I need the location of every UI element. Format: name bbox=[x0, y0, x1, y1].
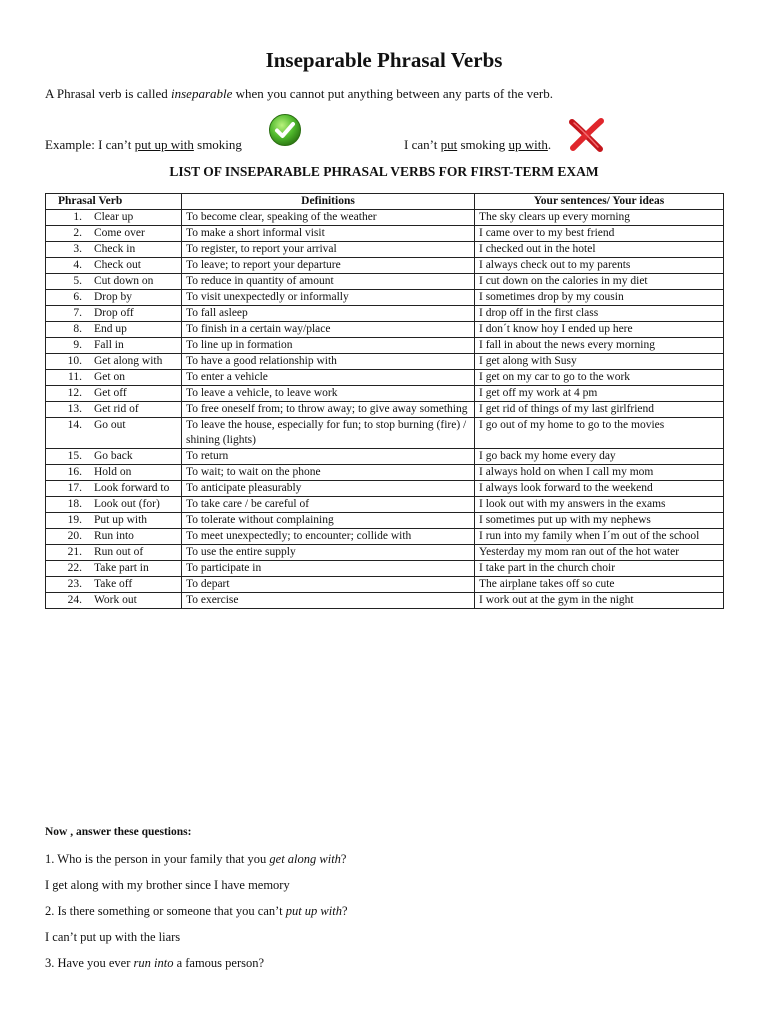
row-number: 17. bbox=[67, 482, 82, 494]
definition-cell: To exercise bbox=[182, 593, 475, 609]
table-row bbox=[46, 545, 724, 561]
sentence-cell: I sometimes drop by my cousin bbox=[475, 290, 724, 306]
table-row bbox=[46, 274, 724, 290]
row-number: 22. bbox=[67, 562, 82, 574]
definition-cell: To depart bbox=[182, 577, 475, 593]
row-number: 13. bbox=[67, 403, 82, 415]
phrasal-verb-cell bbox=[46, 402, 182, 418]
sentence-cell: I checked out in the hotel bbox=[475, 242, 724, 258]
phrasal-verb-cell bbox=[46, 481, 182, 497]
row-number: 5. bbox=[73, 275, 82, 287]
phrasal-verb: Run into bbox=[94, 530, 134, 542]
row-number: 12. bbox=[67, 387, 82, 399]
row-number: 10. bbox=[67, 355, 82, 367]
table-row bbox=[46, 402, 724, 418]
header-phrasal-verb: Phrasal Verb bbox=[46, 194, 182, 210]
phrasal-verb-cell bbox=[46, 274, 182, 290]
phrasal-verb: Take part in bbox=[94, 562, 149, 574]
phrasal-verb-cell bbox=[46, 306, 182, 322]
phrasal-verb: Go back bbox=[94, 450, 133, 462]
phrasal-verb: Put up with bbox=[94, 514, 148, 526]
sentence-cell: Yesterday my mom ran out of the hot water bbox=[475, 545, 724, 561]
table-row bbox=[46, 226, 724, 242]
phrasal-verb: Get off bbox=[94, 387, 127, 399]
sentence-cell: The airplane takes off so cute bbox=[475, 577, 724, 593]
phrasal-verb-cell bbox=[46, 386, 182, 402]
table-row bbox=[46, 370, 724, 386]
table-row bbox=[46, 290, 724, 306]
phrasal-verb-cell bbox=[46, 338, 182, 354]
table-row bbox=[46, 322, 724, 338]
row-number: 1. bbox=[73, 211, 82, 223]
phrasal-verb-cell bbox=[46, 354, 182, 370]
table-row bbox=[46, 481, 724, 497]
definition-cell: To become clear, speaking of the weather bbox=[182, 210, 475, 226]
phrasal-verb: Clear up bbox=[94, 211, 134, 223]
sentence-cell: I get along with Susy bbox=[475, 354, 724, 370]
definition-cell: To participate in bbox=[182, 561, 475, 577]
definition-cell: To visit unexpectedly or informally bbox=[182, 290, 475, 306]
phrasal-verb-cell bbox=[46, 513, 182, 529]
phrasal-verb-cell bbox=[46, 290, 182, 306]
phrasal-verb-cell bbox=[46, 242, 182, 258]
phrasal-verb: Look forward to bbox=[94, 482, 170, 494]
row-number: 14. bbox=[67, 419, 82, 431]
row-number: 11. bbox=[68, 371, 82, 383]
definition-cell: To free oneself from; to throw away; to give away something bbox=[182, 402, 475, 418]
definition-cell: To wait; to wait on the phone bbox=[182, 465, 475, 481]
phrasal-verb-cell bbox=[46, 577, 182, 593]
row-number: 6. bbox=[73, 291, 82, 303]
sentence-cell: The sky clears up every morning bbox=[475, 210, 724, 226]
questions-heading: Now , answer these questions: bbox=[45, 826, 192, 838]
definition-cell: To register, to report your arrival bbox=[182, 242, 475, 258]
phrasal-verb: Cut down on bbox=[94, 275, 154, 287]
definition-cell: To have a good relationship with bbox=[182, 354, 475, 370]
sentence-cell: I get rid of things of my last girlfriend bbox=[475, 402, 724, 418]
intro-text: A Phrasal verb is called inseparable when you cannot put anything between any parts of the verb. bbox=[45, 86, 553, 101]
definition-cell: To leave a vehicle, to leave work bbox=[182, 386, 475, 402]
correct-example: Example: I can’t put up with smoking bbox=[45, 137, 242, 152]
row-number: 18. bbox=[67, 498, 82, 510]
row-number: 16. bbox=[67, 466, 82, 478]
sentence-cell: I take part in the church choir bbox=[475, 561, 724, 577]
sentence-cell: I came over to my best friend bbox=[475, 226, 724, 242]
phrasal-verb: Go out bbox=[94, 419, 126, 431]
answer-line: I can’t put up with the liars bbox=[45, 930, 181, 944]
phrasal-verb-cell bbox=[46, 545, 182, 561]
definition-cell: To leave; to report your departure bbox=[182, 258, 475, 274]
phrasal-verb-cell bbox=[46, 593, 182, 609]
sentence-cell: I work out at the gym in the night bbox=[475, 593, 724, 609]
answer-line: I get along with my brother since I have memory bbox=[45, 878, 290, 892]
questions-section bbox=[45, 826, 348, 970]
phrasal-verb-cell bbox=[46, 465, 182, 481]
phrasal-verb-cell bbox=[46, 226, 182, 242]
phrasal-verb-cell bbox=[46, 370, 182, 386]
phrasal-verb: Come over bbox=[94, 227, 145, 239]
red-x-icon bbox=[566, 117, 606, 153]
phrasal-verb: Hold on bbox=[94, 466, 132, 478]
phrasal-verb: Drop by bbox=[94, 291, 133, 303]
phrasal-verb: Get along with bbox=[94, 355, 163, 367]
phrasal-verb: Run out of bbox=[94, 546, 144, 558]
sentence-cell: I always hold on when I call my mom bbox=[475, 465, 724, 481]
table-row bbox=[46, 210, 724, 226]
definition-cell: To use the entire supply bbox=[182, 545, 475, 561]
table-row bbox=[46, 354, 724, 370]
phrasal-verb-cell bbox=[46, 258, 182, 274]
table-row bbox=[46, 386, 724, 402]
definition-cell: To tolerate without complaining bbox=[182, 513, 475, 529]
question-line: 1. Who is the person in your family that you get along with? bbox=[45, 852, 347, 866]
phrasal-verb-cell bbox=[46, 322, 182, 338]
phrasal-verb: Take off bbox=[94, 578, 133, 590]
sentence-cell: I get off my work at 4 pm bbox=[475, 386, 724, 402]
table-header-row bbox=[46, 194, 724, 210]
phrasal-verb-cell bbox=[46, 210, 182, 226]
sentence-cell: I sometimes put up with my nephews bbox=[475, 513, 724, 529]
phrasal-verb: End up bbox=[94, 323, 127, 335]
table-row bbox=[46, 306, 724, 322]
table-row bbox=[46, 418, 724, 449]
row-number: 8. bbox=[73, 323, 82, 335]
table-row bbox=[46, 465, 724, 481]
table-row bbox=[46, 577, 724, 593]
sentence-cell: I always look forward to the weekend bbox=[475, 481, 724, 497]
table-row bbox=[46, 449, 724, 465]
row-number: 20. bbox=[67, 530, 82, 542]
table-row bbox=[46, 561, 724, 577]
phrasal-verb: Get on bbox=[94, 371, 125, 383]
list-subtitle: LIST OF INSEPARABLE PHRASAL VERBS FOR FIRST-TERM EXAM bbox=[169, 164, 599, 179]
wrong-example: I can’t put smoking up with. bbox=[404, 137, 552, 152]
row-number: 4. bbox=[73, 259, 82, 271]
header-sentences: Your sentences/ Your ideas bbox=[475, 194, 724, 210]
table-row bbox=[46, 593, 724, 609]
phrasal-verb: Check in bbox=[94, 243, 136, 255]
sentence-cell: I drop off in the first class bbox=[475, 306, 724, 322]
phrasal-verb-cell bbox=[46, 418, 182, 449]
check-mark-icon bbox=[268, 113, 302, 147]
definition-cell: To enter a vehicle bbox=[182, 370, 475, 386]
definition-cell: To leave the house, especially for fun; to stop burning (fire) / shining (lights) bbox=[182, 418, 475, 449]
row-number: 23. bbox=[67, 578, 82, 590]
sentence-cell: I go back my home every day bbox=[475, 449, 724, 465]
phrasal-verb: Get rid of bbox=[94, 403, 139, 415]
question-line: 3. Have you ever run into a famous person? bbox=[45, 956, 265, 970]
phrasal-verb-cell bbox=[46, 497, 182, 513]
definition-cell: To line up in formation bbox=[182, 338, 475, 354]
table-row bbox=[46, 513, 724, 529]
sentence-cell: I fall in about the news every morning bbox=[475, 338, 724, 354]
phrasal-verb-cell bbox=[46, 561, 182, 577]
table-row bbox=[46, 338, 724, 354]
definition-cell: To reduce in quantity of amount bbox=[182, 274, 475, 290]
phrasal-verb-cell bbox=[46, 449, 182, 465]
row-number: 2. bbox=[73, 227, 82, 239]
table-row bbox=[46, 242, 724, 258]
phrasal-verb-cell bbox=[46, 529, 182, 545]
row-number: 24. bbox=[67, 594, 82, 606]
question-line: 2. Is there something or someone that you can’t put up with? bbox=[45, 904, 348, 918]
sentence-cell: I cut down on the calories in my diet bbox=[475, 274, 724, 290]
definition-cell: To anticipate pleasurably bbox=[182, 481, 475, 497]
row-number: 15. bbox=[67, 450, 82, 462]
sentence-cell: I always check out to my parents bbox=[475, 258, 724, 274]
header-definitions: Definitions bbox=[182, 194, 475, 210]
table-row bbox=[46, 258, 724, 274]
page-title: Inseparable Phrasal Verbs bbox=[265, 48, 503, 72]
sentence-cell: I get on my car to go to the work bbox=[475, 370, 724, 386]
definition-cell: To take care / be careful of bbox=[182, 497, 475, 513]
phrasal-verb: Look out (for) bbox=[94, 498, 160, 510]
row-number: 21. bbox=[67, 546, 82, 558]
sentence-cell: I don´t know hoy I ended up here bbox=[475, 322, 724, 338]
phrasal-verb: Check out bbox=[94, 259, 141, 271]
sentence-cell: I go out of my home to go to the movies bbox=[475, 418, 724, 449]
definition-cell: To make a short informal visit bbox=[182, 226, 475, 242]
phrasal-verb: Work out bbox=[94, 594, 137, 606]
row-number: 3. bbox=[73, 243, 82, 255]
sentence-cell: I run into my family when I´m out of the school bbox=[475, 529, 724, 545]
phrasal-verb: Fall in bbox=[94, 339, 124, 351]
row-number: 9. bbox=[73, 339, 82, 351]
row-number: 7. bbox=[73, 307, 82, 319]
definition-cell: To return bbox=[182, 449, 475, 465]
definition-cell: To meet unexpectedly; to encounter; collide with bbox=[182, 529, 475, 545]
table-row bbox=[46, 497, 724, 513]
definition-cell: To finish in a certain way/place bbox=[182, 322, 475, 338]
phrasal-verb-table bbox=[45, 193, 724, 609]
table-row bbox=[46, 529, 724, 545]
phrasal-verb: Drop off bbox=[94, 307, 134, 319]
row-number: 19. bbox=[67, 514, 82, 526]
sentence-cell: I look out with my answers in the exams bbox=[475, 497, 724, 513]
definition-cell: To fall asleep bbox=[182, 306, 475, 322]
